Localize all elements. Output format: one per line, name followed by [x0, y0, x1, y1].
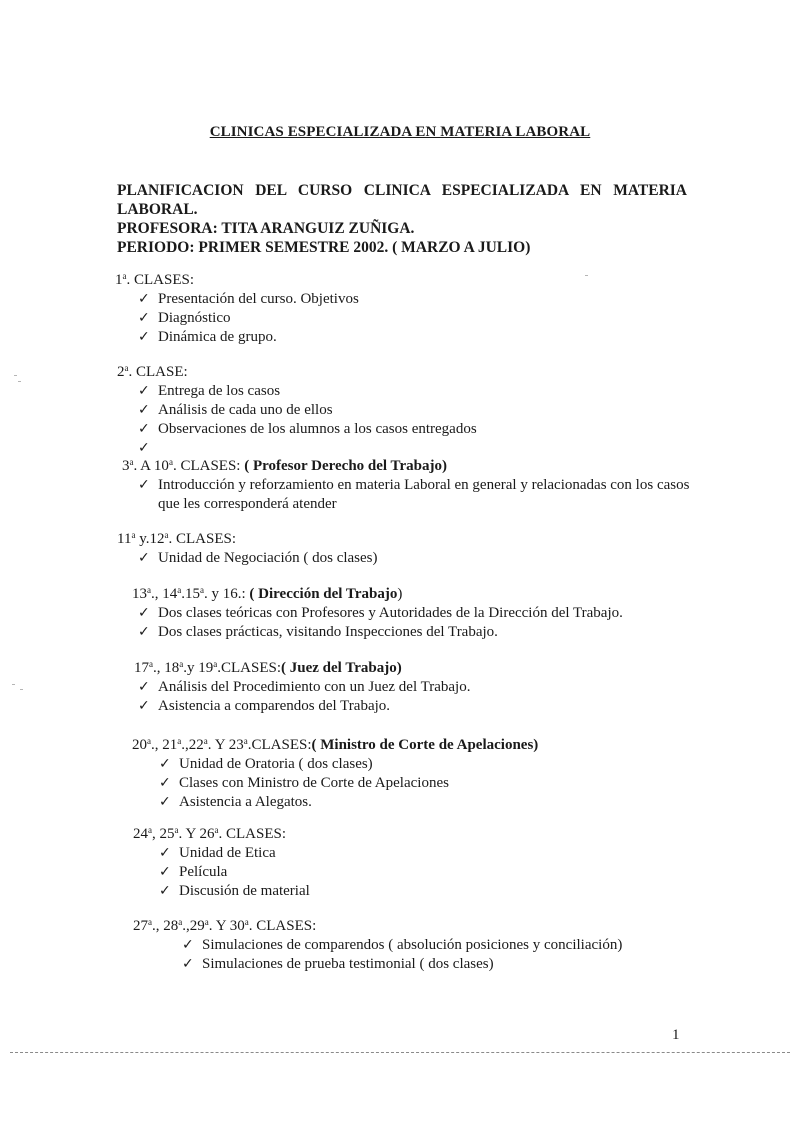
list-item: ✓ Simulaciones de comparendos ( absolución posiciones y conciliación): [182, 937, 623, 953]
list-item: ✓ Simulaciones de prueba testimonial ( dos clases): [182, 956, 494, 972]
session-8: [133, 825, 733, 901]
document-title: CLINICAS ESPECIALIZADA EN MATERIA LABORAL: [209, 124, 591, 140]
session-heading: 24$^a$, 25$^a$. Y 26$^a$. CLASES:: [133, 825, 286, 842]
scan-speck: [585, 275, 588, 276]
session-9: [133, 917, 753, 974]
list-item: ✓ Dos clases prácticas, visitando Inspecciones del Trabajo.: [138, 624, 498, 640]
checkmark-icon: ✓: [138, 477, 150, 493]
professor-line: PROFESORA: TITA ARANGUIZ ZUÑIGA.: [117, 220, 415, 237]
checkmark-icon: ✓: [159, 864, 171, 880]
list-item: ✓ Discusión de material: [159, 883, 310, 899]
checkmark-icon: ✓: [182, 956, 194, 972]
scan-artifact-line: [10, 1052, 790, 1053]
list-item-empty: [138, 439, 717, 458]
session-heading: 27$^a$., 28$^a$.,29$^a$. Y 30$^a$. CLASES:: [133, 917, 317, 934]
checkmark-icon: ✓: [159, 845, 171, 861]
list-item: ✓ Asistencia a Alegatos.: [159, 794, 312, 810]
page-number: 1: [672, 1027, 680, 1043]
session-heading: 1$^a$. CLASES:: [115, 271, 195, 288]
list-item: ✓ Análisis del Procedimiento con un Juez del Trabajo.: [138, 679, 471, 695]
list-item: ✓ Clases con Ministro de Corte de Apelaciones: [159, 775, 449, 791]
scan-speck: [18, 381, 21, 382]
session-4: [117, 530, 717, 568]
checkmark-icon: ✓: [138, 310, 150, 326]
course-plan-line-1: PLANIFICACION DEL CURSO CLINICA ESPECIALIZADA EN MATERIA: [117, 182, 687, 199]
list-item: ✓ Dos clases teóricas con Profesores y Autoridades de la Dirección del Trabajo.: [138, 605, 623, 621]
scan-speck: [20, 689, 23, 690]
session-6: [134, 659, 734, 716]
checkmark-icon: ✓: [138, 383, 150, 399]
session-2: [117, 363, 717, 458]
list-item: ✓ Introducción y reforzamiento en materia Laboral en general y relacionadas con los casos que les corresponderá atender: [138, 477, 690, 512]
list-item: ✓ Unidad de Negociación ( dos clases): [138, 550, 378, 566]
course-header: [117, 181, 687, 257]
checkmark-icon: ✓: [138, 421, 150, 437]
session-heading: 11$^a$ y.12$^a$. CLASES:: [117, 530, 236, 547]
list-item: ✓ Unidad de Etica: [159, 845, 276, 861]
list-item: ✓ Película: [159, 864, 228, 880]
session-heading: 17$^a$., 18$^a$.y 19$^a$.CLASES:( Juez del Trabajo): [134, 659, 402, 676]
scan-speck: [14, 375, 17, 376]
list-item: ✓ Presentación del curso. Objetivos: [138, 291, 359, 307]
list-item: ✓ Asistencia a comparendos del Trabajo.: [138, 698, 391, 714]
session-5: [132, 585, 792, 642]
list-item: ✓ Dinámica de grupo.: [138, 329, 277, 345]
checkmark-icon: ✓: [138, 291, 150, 307]
checkmark-icon: ✓: [138, 402, 150, 418]
session-heading: 13$^a$., 14$^a$.15$^a$. y 16.: ( Dirección del Trabajo): [132, 585, 403, 602]
list-item: ✓ Observaciones de los alumnos a los casos entregados: [138, 421, 477, 437]
checkmark-icon: ✓: [138, 679, 150, 695]
checkmark-icon: ✓: [159, 883, 171, 899]
scan-speck: [12, 684, 15, 685]
session-heading: 3$^a$. A 10$^a$. CLASES: ( Profesor Derecho del Trabajo): [122, 457, 447, 474]
period-line: PERIODO: PRIMER SEMESTRE 2002. ( MARZO A JULIO): [117, 239, 531, 256]
list-item: ✓ Diagnóstico: [138, 310, 231, 326]
session-heading: 2$^a$. CLASE:: [117, 363, 188, 380]
session-7: [132, 736, 752, 812]
checkmark-icon: ✓: [159, 794, 171, 810]
session-3: [122, 457, 692, 514]
course-plan-line-2: LABORAL.: [117, 201, 198, 218]
checkmark-icon: ✓: [182, 937, 194, 953]
checkmark-icon: ✓: [138, 550, 150, 566]
checkmark-icon: ✓: [138, 698, 150, 714]
checkmark-icon: ✓: [138, 440, 150, 456]
list-item: ✓ Entrega de los casos: [138, 383, 281, 399]
session-1: [115, 271, 715, 347]
checkmark-icon: ✓: [138, 329, 150, 345]
checkmark-icon: ✓: [159, 775, 171, 791]
session-heading: 20$^a$., 21$^a$.,22$^a$. Y 23$^a$.CLASES:( Ministro de Corte de Apelaciones): [132, 736, 539, 753]
checkmark-icon: ✓: [138, 605, 150, 621]
checkmark-icon: ✓: [159, 756, 171, 772]
list-item: ✓ Unidad de Oratoria ( dos clases): [159, 756, 373, 772]
checkmark-icon: ✓: [138, 624, 150, 640]
list-item: ✓ Análisis de cada uno de ellos: [138, 402, 333, 418]
